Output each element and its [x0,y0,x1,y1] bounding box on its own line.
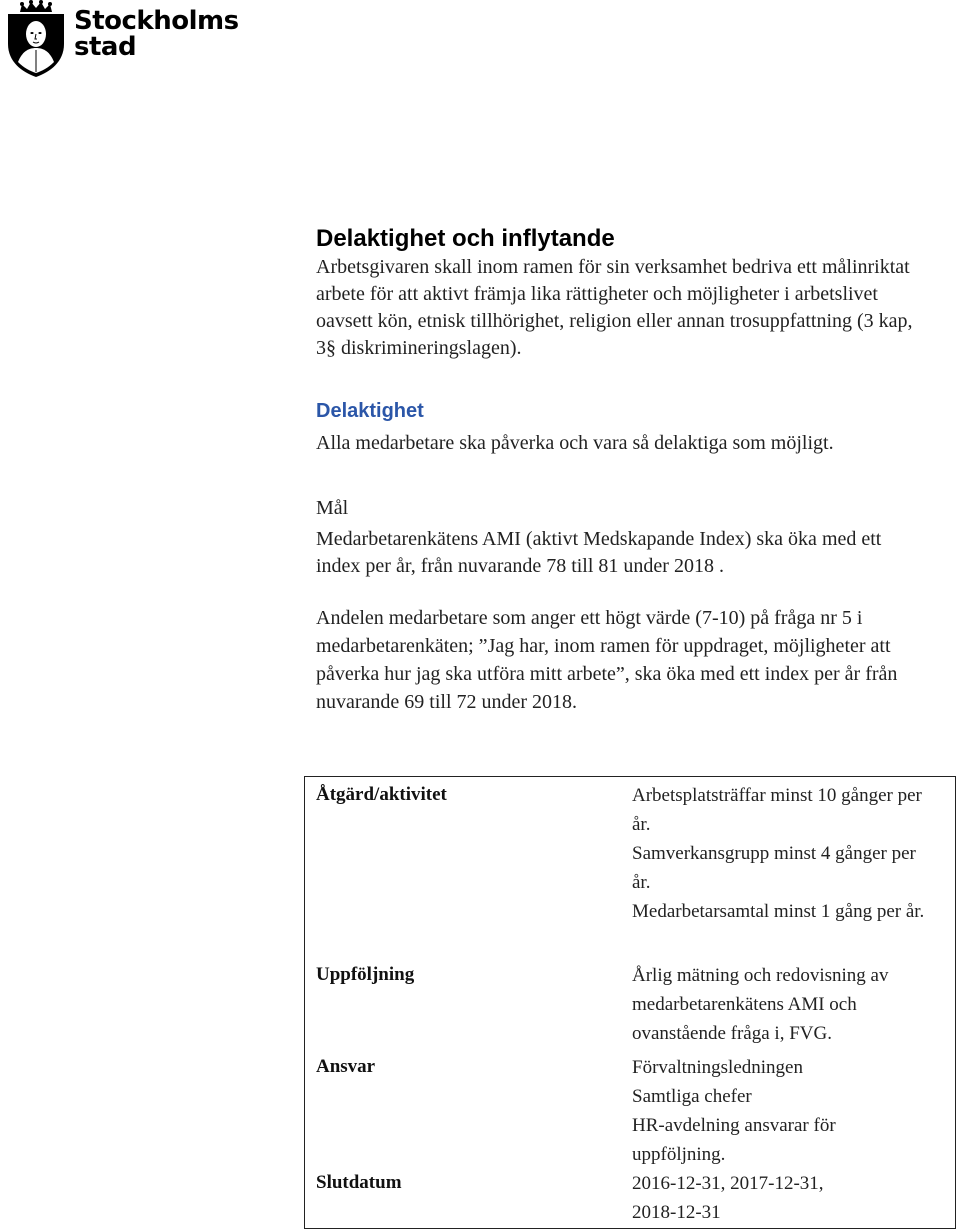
value-line: Arbetsplatsträffar minst 10 gånger per år. [632,785,922,835]
row-label: Åtgärd/aktivitet [316,784,447,805]
logo-line-2: stad [74,32,137,62]
section-title: Delaktighet och inflytande [316,225,615,252]
row-value [632,961,932,1048]
intro-paragraph: Arbetsgivaren skall inom ramen för sin verksamhet bedriva ett målinriktat arbete för att aktivt främja lika rättigheter och möjligheter i arbetslivet oavsett kön, etnisk tillhörighet, religion eller annan trosuppfattning (3 kap, 3§ diskrimineringslagen). [316,256,913,359]
value-line: 2016-12-31, 2017-12-31, 2018-12-31 [632,1173,824,1223]
stockholms-stad-logo [4,0,239,80]
value-line: Samverkansgrupp minst 4 gånger per år. [632,843,916,893]
value-line: Samtliga chefer [632,1086,752,1107]
row-value [632,1053,932,1169]
logo-wordmark [74,8,239,60]
value-line: HR-avdelning ansvarar för uppföljning. [632,1115,836,1165]
goal-label: Mål [316,497,349,519]
goal-paragraph-2: Andelen medarbetare som anger ett högt värde (7-10) på fråga nr 5 i medarbetarenkäten; ”Jag har, inom ramen för uppdraget, möjligheter att påverka hur jag ska utföra mitt arbete”, ska öka med ett index per år från nuvarande 69 till 72 under 2018. [316,607,898,713]
document-content [316,224,916,716]
value-line: Förvaltningsledningen [632,1057,803,1078]
subheading-text: Alla medarbetare ska påverka och vara så delaktiga som möjligt. [316,432,834,454]
row-value [632,1169,862,1227]
action-table [304,776,956,1229]
row-value [632,781,932,926]
value-line: Medarbetarsamtal minst 1 gång per år. [632,901,925,922]
goal-paragraph: Medarbetarenkätens AMI (aktivt Medskapande Index) ska öka med ett index per år, från nuvarande 78 till 81 under 2018 . [316,528,882,577]
row-label: Uppföljning [316,964,415,985]
subheading-delaktighet: Delaktighet [316,400,424,422]
row-label: Ansvar [316,1056,376,1077]
row-label: Slutdatum [316,1172,402,1193]
value-line: Årlig mätning och redovisning av medarbetarenkätens AMI och ovanstående fråga i, FVG. [632,965,889,1044]
coat-of-arms-icon [4,0,68,78]
logo-line-1: Stockholms [74,6,239,36]
